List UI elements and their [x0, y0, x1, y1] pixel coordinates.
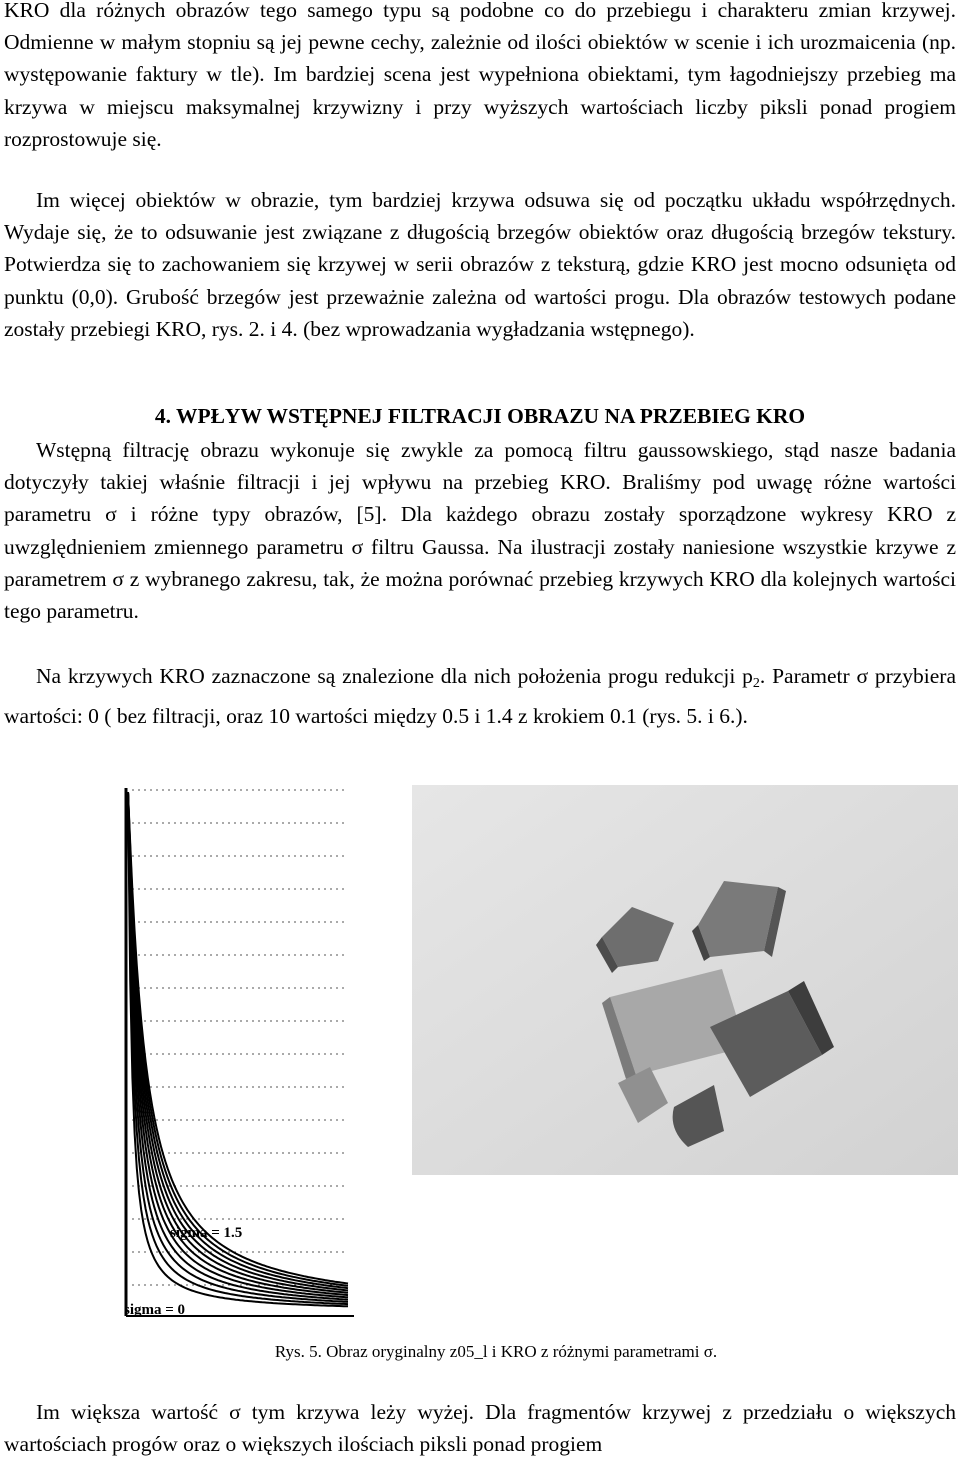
kro-curve-sigma-0.7 — [128, 792, 348, 1300]
subscript-2: 2 — [752, 676, 760, 691]
section-heading: 4. WPŁYW WSTĘPNEJ FILTRACJI OBRAZU NA PRZEBIEG KRO — [154, 404, 806, 428]
kro-chart — [118, 782, 358, 1326]
label-sigma-bottom: sigma = 0 — [124, 1302, 186, 1318]
blocks-photo — [412, 785, 958, 1175]
label-sigma-top: sigma = 1.5 — [170, 1225, 243, 1241]
paragraph-3: Wstępną filtrację obrazu wykonuje się zwykle za pomocą filtru gaussowskiego, stąd nasze badania dotyczyły takiej właśnie filtracji i jej wpływu na przebieg KRO. Braliśmy pod uwagę różne wartości parametru σ i różne typy obrazów, [5]. Dla każdego obrazu zostały sporządzone wykresy KRO z uwzględnieniem zmiennego parametru σ filtru Gaussa. Na ilustracji zostały naniesione wszystkie krzywe z parametrem σ z wybranego zakresu, tak, że można porównać przebieg krzywych KRO dla kolejnych wartości tego parametru. — [4, 438, 956, 624]
kro-curve-sigma-0.9 — [128, 792, 348, 1295]
kro-curve-sigma-0.8 — [128, 792, 348, 1297]
paragraph-4-text-b: . Parametr σ przybiera wartości: 0 ( bez filtracji, oraz 10 wartości między 0.5 i 1.4 z krokiem 0.1 (rys. 5. i 6.). — [4, 664, 956, 729]
paragraph-2: Im więcej obiektów w obrazie, tym bardziej krzywa odsuwa się od początku układu współrzędnych. Wydaje się, że to odsuwanie jest związane z długością brzegów obiektów oraz długością brzegów tekstury. Potwierdza się to zachowaniem się krzywej w serii obrazów z teksturą, gdzie KRO jest mocno odsunięta od punktu (0,0). Grubość brzegów jest przeważnie zależna od wartości progu. Dla obrazów testowych podane zostały przebiegi KRO, rys. 2. i 4. (bez wprowadzania wygładzania wstępnego). — [4, 188, 956, 341]
paragraph-4-text-a: Na krzywych KRO zaznaczone są znalezione dla nich położenia progu redukcji p — [36, 664, 753, 688]
kro-curve-sigma-1 — [128, 792, 348, 1293]
paragraph-4 — [4, 660, 956, 732]
figure-caption: Rys. 5. Obraz oryginalny z05_l i KRO z różnymi parametrami σ. — [274, 1342, 718, 1361]
paragraph-1: KRO dla różnych obrazów tego samego typu są podobne co do przebiegu i charakteru zmian krzywej. Odmienne w małym stopniu są jej pewne cechy, zależnie od ilości obiektów w scenie i ich urozmaicenia (np. występowanie faktury w tle). Im bardziej scena jest wypełniona obiektami, tym łagodniejszy przebieg ma krzywa w miejscu maksymalnej krzywizny i przy wyższych wartościach liczby piksli ponad progiem rozprostowuje się. — [4, 0, 956, 151]
paragraph-5: Im większa wartość σ tym krzywa leży wyżej. Dla fragmentów krzywej z przedziału o większych wartościach progów oraz o większych ilościach piksli ponad progiem — [4, 1400, 956, 1457]
kro-curve-sigma-1.4 — [128, 792, 348, 1284]
